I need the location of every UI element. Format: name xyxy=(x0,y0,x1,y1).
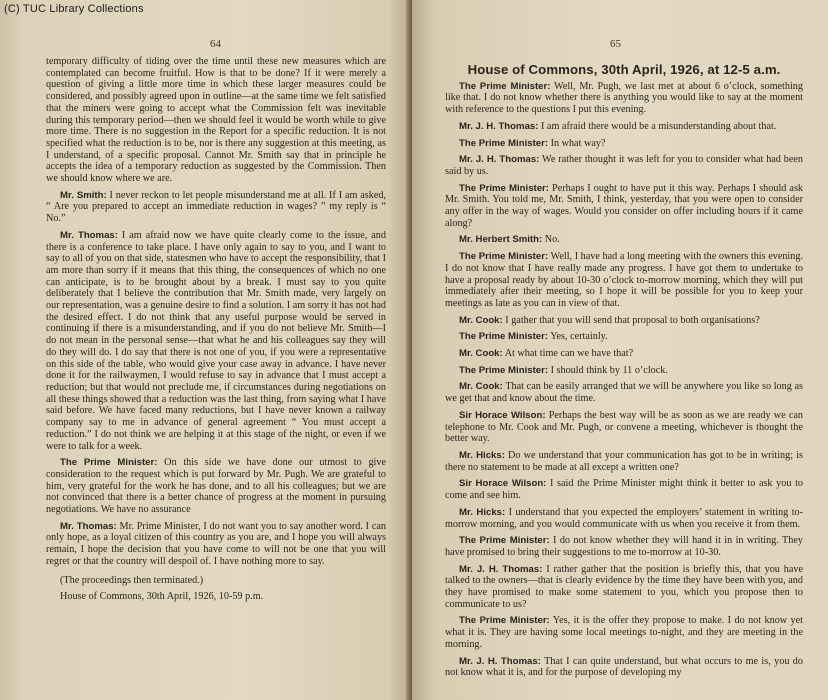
speaker-name: The Prime Minister: xyxy=(459,137,549,149)
speaker-name: The Prime Minister: xyxy=(459,364,549,376)
paragraph-text: Well, I have had a long meeting with the owners this evening. I do not know that I have really made any progress. I have got them to undertake to have a proposal ready by about 10-30 o’clock to-morrow morning, which they will put immediately after their meeting, so I hope it will be possible for you to keep your meetings as late as you can in view of that. xyxy=(445,251,803,309)
paragraph-text: I said the Prime Minister might think it better to ask you to come and see him. xyxy=(445,478,803,502)
paragraph xyxy=(445,121,803,133)
paragraph xyxy=(445,535,803,558)
paragraph-text: No. xyxy=(542,234,560,246)
speaker-name: The Prime Minister: xyxy=(459,331,549,343)
paragraph xyxy=(445,478,803,501)
paragraph-text: Yes, certainly. xyxy=(548,331,608,343)
speaker-name: Mr. Herbert Smith: xyxy=(459,234,543,246)
left-page xyxy=(0,0,412,700)
paragraph-text: Perhaps I ought to have put it this way. Perhaps I should ask Mr. Smith. You told me, Mr. Smith, I think, yesterday, that you were open to consider any offer in the way of wages. Would you consider on offer including hours if it came along? xyxy=(445,182,803,229)
speaker-name: The Prime Minister: xyxy=(459,80,551,92)
paragraph xyxy=(445,615,803,650)
paragraph-text: We rather thought it was left for you to consider what had been said by us. xyxy=(445,154,803,177)
paragraph xyxy=(445,154,803,177)
paragraph-text: Mr. Prime Minister, I do not want you to say another word. I can only hope, as a loyal citizen of this country as you are, and I hope you will always remain, I hope the decision that you have come to will not be one that you will regret or that the country will despoil of. I have nothing more to say. xyxy=(46,520,386,567)
speaker-name: Mr. Hicks: xyxy=(459,449,505,461)
speaker-name: Mr. J. H. Thomas: xyxy=(459,154,540,166)
paragraph xyxy=(445,507,803,530)
paragraph xyxy=(445,251,803,310)
paragraph-text: I am afraid there would be a misunderstanding about that. xyxy=(538,120,777,132)
paragraph-text: I am afraid now we have quite clearly come to the issue, and there is a conference to take place. I have only again to say to you, and I want to say to all of you on that side, statesmen who have to accept the responsibility, that I am more than sorry if it means that this thing, the consequences of which no one can anticipate, is to be brought about by a break. I must say to you quite deliberately that I believe the contribution that Mr. Smith made, very largely on our representation, was a genuine desire to find a solution. I am sorry it has not had the desired effect. I do not think that any useful purpose would be served in continuing if there is a misunderstanding, and if you do not believe Mr. Smith—I do not mean in the personal sense—that what he and his colleagues say they will do they will do. I do say that there is not one of you, if you were a representative on this side of the table, who would give your case away in advance. I have never done it for the railwaymen, I would refuse to say in advance that I must accept a reduction; but that would not preclude me, if circumstances during negotiations on all these things showed that a reduction was the last thing, from saying what I have said before. We have faced many reductions, but I have never known a railway company say to me in advance of general agreement “ You must accept a reduction.” I do not think we are helping it at this stage of the night, or even if we were to talk for a week. xyxy=(46,229,386,452)
paragraph xyxy=(46,457,386,516)
speaker-name: The Prime Minister: xyxy=(60,457,158,469)
paragraph xyxy=(46,56,386,185)
paragraph xyxy=(445,450,803,473)
paragraph xyxy=(445,138,803,150)
paragraph-text: At what time can we have that? xyxy=(502,348,634,360)
page-number: 64 xyxy=(210,38,221,50)
speaker-name: Mr. Smith: xyxy=(60,189,107,201)
paragraph xyxy=(445,315,803,327)
speaker-name: The Prime Minister: xyxy=(459,182,549,194)
paragraph xyxy=(46,190,386,225)
paragraph-text: Yes, it is the offer they propose to make. I do not know yet what it is. They are having some local meetings to-night, and they are meeting in the morning. xyxy=(445,615,804,650)
speaker-name: Mr. J. H. Thomas: xyxy=(459,120,539,132)
paragraph xyxy=(445,564,803,611)
paragraph xyxy=(445,410,803,445)
speaker-name: Mr. J. H. Thomas: xyxy=(459,655,541,667)
paragraph xyxy=(445,656,803,679)
paragraph xyxy=(445,381,803,404)
paragraph-text: I understand that you expected the employers’ statement in writing to-morrow morning, and you would communicate with us when you receive it from them. xyxy=(445,506,804,530)
paragraph xyxy=(445,331,803,343)
speaker-name: The Prime Minister: xyxy=(459,251,549,263)
paragraph-text: On this side we have done our utmost to give consideration to the request which is put forward by Mr. Pugh. We are grateful to him, very grateful for the work he has done, and to all his colleagues; but we are not convinced that there is a better chance of progress at the moment in pursuing negotiations. We have no assurance xyxy=(46,457,386,516)
paragraph-text: That can be easily arranged that we will be anywhere you like so long as we get that and know about the time. xyxy=(445,381,803,405)
speaker-name: Mr. Cook: xyxy=(459,314,503,326)
speaker-name: Mr. Cook: xyxy=(459,381,503,393)
speaker-name: Mr. Thomas: xyxy=(60,229,118,241)
paragraph-text: temporary difficulty of tiding over the time until these new measures which are contemplated can become fruitful. How is that to be done? If it were merely a question of giving a little more time in which these larger measures could be considered, and possibly agreed upon in outline—at the same time we felt satisfied that the miners were going to accept what the Commission felt was inevitable during this temporary period—then we should feel it would be worth while to give more time. There is no suggestion in the Report for a specific reduction. It is not specified what the reduction is to be, nor is there any suggestion at this meeting, as I understand, of a specific proposal. Cannot Mr. Smith say that in principle he accepts the idea of a temporary reduction as suggested by the Commission. Then we should know where we are. xyxy=(46,56,386,185)
paragraph-text: I do not know whether they will hand it in in writing. They have promised to bring their suggestions to me to-morrow at 10-30. xyxy=(445,535,803,558)
paragraph xyxy=(445,81,803,116)
paragraph-text: I never reckon to let people misunderstand me at all. If I am asked, “ Are you prepared to accept an immediate reduction in wages? ” my reply is “ No.” xyxy=(46,189,386,225)
speaker-name: The Prime Minister: xyxy=(459,615,550,627)
left-page-text xyxy=(46,56,386,608)
copyright-watermark: (C) TUC Library Collections xyxy=(4,3,144,15)
paragraph-text: I rather gather that the position is briefly this, that you have talked to the owners—that is clearly evidence by the time they have been with you, and they have promised to make some statement to you, which you propose then to communicate to us? xyxy=(445,563,803,610)
closing-line: House of Commons, 30th April, 1926, 10-59 p.m. xyxy=(60,591,264,603)
paragraph-text: I gather that you will send that proposal to both organisations? xyxy=(502,314,760,326)
paragraph xyxy=(46,521,386,568)
right-page-text xyxy=(445,64,803,684)
speaker-name: Sir Horace Wilson: xyxy=(459,409,546,421)
speaker-name: Mr. Hicks: xyxy=(459,506,506,518)
paragraph-text: In what way? xyxy=(548,137,606,149)
paragraph xyxy=(445,234,803,246)
page-number: 65 xyxy=(610,38,621,50)
speaker-name: The Prime Minister: xyxy=(459,535,550,547)
right-page xyxy=(412,0,828,700)
session-heading: House of Commons, 30th April, 1926, at 12-5 a.m. xyxy=(467,62,781,77)
paragraph xyxy=(46,230,386,452)
paragraph xyxy=(445,365,803,377)
speaker-name: Sir Horace Wilson: xyxy=(459,478,547,490)
paragraph-text: I should think by 11 o’clock. xyxy=(548,364,668,376)
paragraph xyxy=(445,348,803,360)
speaker-name: Mr. J. H. Thomas: xyxy=(459,563,543,575)
speaker-name: Mr. Thomas: xyxy=(60,520,117,532)
paragraph-text: That I can quite understand, but what occurs to me is, you do not know what it is, and for the purpose of developing my xyxy=(445,655,803,679)
paragraph-text: Perhaps the best way will be as soon as we are ready we can telephone to Mr. Cook and Mr. Pugh, or convene a meeting, whichever is thought the better way. xyxy=(445,409,803,445)
paragraph xyxy=(445,183,803,230)
proceedings-note: (The proceedings then terminated.) xyxy=(60,574,204,586)
paragraph-text: Do we understand that your communication has got to be in writing; is there no statement to be made at all except a written one? xyxy=(445,449,803,473)
paragraph-text: Well, Mr. Pugh, we last met at about 6 o’clock, something like that. I do not know whether there is anything you would like to say at the moment with reference to the questions I put this evening. xyxy=(445,80,803,116)
speaker-name: Mr. Cook: xyxy=(459,348,503,360)
